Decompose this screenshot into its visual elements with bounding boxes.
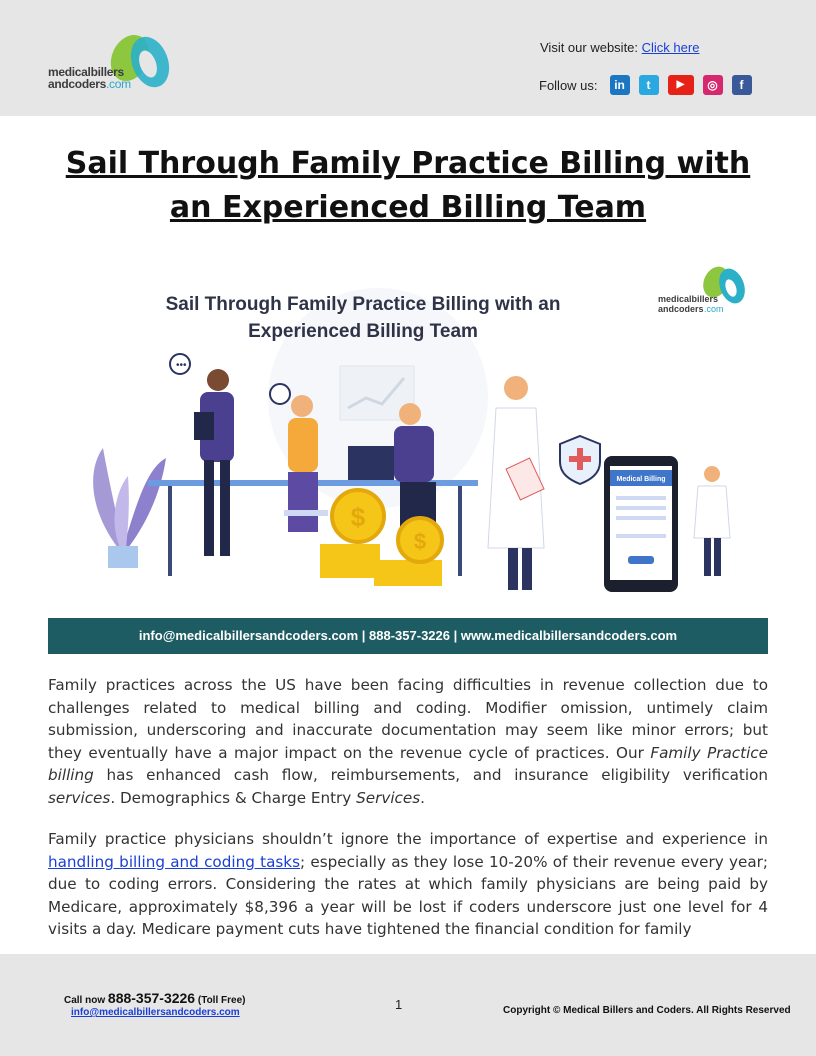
call-label: Call now bbox=[64, 995, 108, 1006]
paragraph-2 bbox=[48, 828, 768, 941]
banner-heading-1: Sail Through Family Practice Billing with an bbox=[165, 294, 561, 315]
svg-text:•••: ••• bbox=[176, 360, 187, 371]
website-link[interactable]: Click here bbox=[641, 40, 700, 55]
medical-billing-device bbox=[604, 456, 678, 592]
logo-suffix: .com bbox=[106, 77, 131, 91]
company-logo[interactable] bbox=[48, 32, 178, 98]
page-header bbox=[0, 0, 816, 116]
twitter-icon[interactable]: t bbox=[639, 75, 659, 95]
doctor-figure bbox=[488, 376, 544, 590]
footer-email-link[interactable]: info@medicalbillersandcoders.com bbox=[71, 1007, 240, 1018]
banner-logo-line1: medicalbillers bbox=[658, 294, 719, 304]
visit-website bbox=[540, 40, 699, 55]
visit-label: Visit our website: bbox=[540, 40, 642, 55]
banner-logo-line2: andcoders bbox=[658, 304, 704, 314]
toll-free: (Toll Free) bbox=[195, 995, 246, 1006]
plant-icon bbox=[93, 448, 166, 568]
svg-text:$: $ bbox=[350, 502, 366, 532]
follow-us bbox=[539, 75, 752, 95]
linkedin-icon[interactable]: in bbox=[610, 75, 630, 95]
page-title: Sail Through Family Practice Billing with an Experienced Billing Team bbox=[65, 146, 751, 225]
call-now bbox=[64, 990, 245, 1006]
p2-text-b: ; especially as they lose 10-20% of their revenue every year; due to coding errors. Considering the rates at which family physicians are being paid by Medicare, approximately $8,396 a year will be lost if coders underscore just one level for 4 visits a day. Medicare payment cuts have tightened the financial condition for family bbox=[48, 852, 768, 939]
p1-text-a: Family practices across the US have been facing difficulties in revenue collection due to challenges related to medical billing and coding. Modifier omission, untimely claim submission, underscoring and inaccurate documentation may seem like minor errors; but they eventually have a major impact on the revenue cycle of practices. Our bbox=[48, 676, 768, 762]
phone-number[interactable]: 888-357-3226 bbox=[107, 990, 196, 1006]
small-doctor-figure bbox=[694, 466, 730, 576]
logo-text bbox=[48, 66, 131, 90]
logo-line1: medicalbillers bbox=[48, 65, 124, 79]
p1-text-b: has enhanced cash flow, reimbursements, and insurance eligibility verification bbox=[93, 766, 768, 785]
instagram-icon[interactable]: ◎ bbox=[703, 75, 723, 95]
p1-italic-b: services bbox=[48, 788, 111, 807]
p1-italic-c: Services bbox=[356, 788, 421, 807]
device-label: Medical Billing bbox=[616, 476, 666, 483]
follow-label: Follow us: bbox=[539, 77, 598, 93]
banner-logo-suffix: .com bbox=[704, 304, 724, 314]
standing-man-figure bbox=[170, 354, 234, 556]
svg-text:$: $ bbox=[413, 529, 427, 554]
facebook-icon[interactable]: f bbox=[732, 75, 752, 95]
paragraph-1 bbox=[48, 674, 768, 810]
page-number: 1 bbox=[395, 997, 403, 1012]
p2-text-a: Family practice physicians shouldn’t ignore the importance of expertise and experience in bbox=[48, 830, 768, 848]
banner-logo bbox=[658, 262, 749, 314]
shield-icon bbox=[560, 436, 600, 484]
billing-coding-link[interactable]: handling billing and coding tasks bbox=[48, 852, 301, 871]
youtube-icon[interactable]: ▶ bbox=[668, 75, 694, 95]
p1-text-c: . Demographics & Charge Entry bbox=[110, 788, 357, 807]
banner-contact-strip: info@medicalbillersandcoders.com | 888-357-3226 | www.medicalbillersandcoders.com bbox=[48, 618, 768, 654]
copyright: Copyright © Medical Billers and Coders. All Rights Reserved bbox=[503, 1005, 791, 1016]
logo-line2: andcoders bbox=[48, 77, 106, 91]
p1-text-d: . bbox=[420, 788, 425, 807]
banner-image bbox=[48, 248, 768, 654]
p1-italic-a: Family Practice billing bbox=[48, 743, 768, 785]
banner-heading-2: Experienced Billing Team bbox=[248, 321, 478, 342]
banner-illustration bbox=[48, 248, 768, 654]
